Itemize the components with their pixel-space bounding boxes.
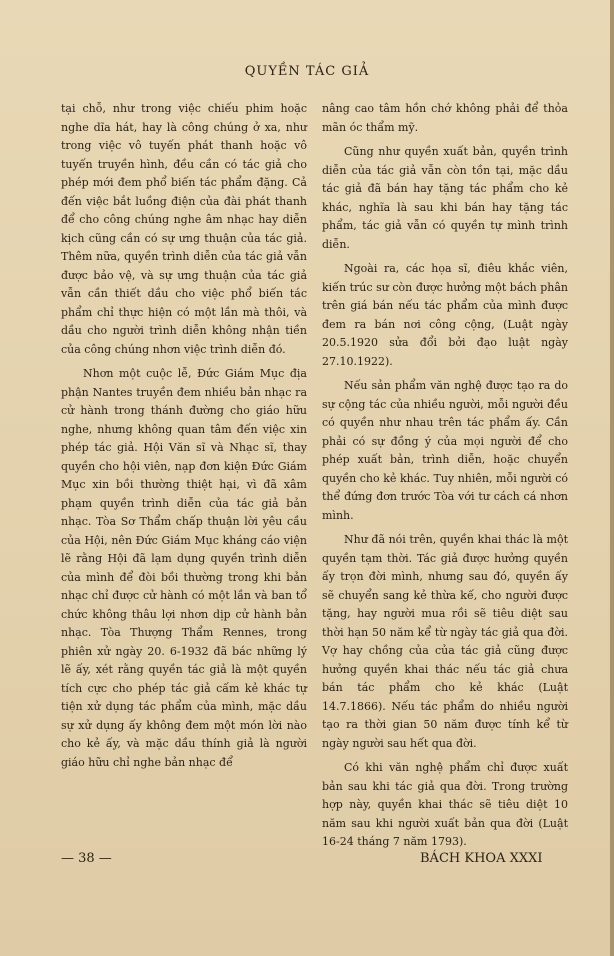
paragraph: Nhơn một cuộc lễ, Đức Giám Mục địa phận Nantes truyền đem nhiều bản nhạc ra cử hành trong thánh đường cho giáo hữu nghe, nhưng không quan tâm đến việc xin phép tác giả. Hội Văn sĩ và Nhạc sĩ, thay quyền cho hội viên, nạp đơn kiện Đức Giám Mục xin bồi thường thiệt hại, vì đã xâm phạm quyền trình diễn của tác giả bản nhạc. Tòa Sơ Thẩm chấp thuận lời yêu cầu của Hội, nên Đức Giám Mục kháng cáo viện lẽ rằng Hội đã lạm dụng quyền trình diễn của mình để đòi bồi thường trong khi bản nhạc chỉ được cử hành có một lần và ban tổ chức không thâu lợi nhơn dịp cử hành bản nhạc. Tòa Thượng Thẩm Rennes, trong phiên xử ngày 20. 6-1932 đã bác những lý lẽ ấy, xét rằng quyền tác giả là một quyền tích cực cho phép tác giả cấm kẻ khác tự tiện xử dụng tác phẩm của mình, mặc dầu sự xử dụng ấy không đem một món lời nào cho kẻ ấy, và mặc dầu thính giả là người giáo hữu chỉ nghe bản nhạc để (61, 367, 307, 769)
page-number: — 38 — (61, 851, 112, 866)
paragraph: Như đã nói trên, quyền khai thác là một quyền tạm thời. Tác giả được hưởng quyền ấy trọn đời mình, nhưng sau đó, quyền ấy sẽ chuyển sang kẻ thừa kế, cho người được tặng, hay người mua rồi sẽ tiêu diệt sau thời hạn 50 năm kể từ ngày tác giả qua đời. Vợ hay chồng của của tác giả cũng được hưởng quyền khai thác nếu tác giả chưa bán tác phẩm cho kẻ khác (Luật 14.7.1866). Nếu tác phẩm do nhiều người tạo ra thời gian 50 năm được tính kể từ ngày người sau hết qua đời. (322, 533, 568, 750)
paragraph: tại chỗ, như trong việc chiếu phim hoặc nghe dĩa hát, hay là công chúng ở xa, như trong việc vô tuyến phát thanh hoặc vô tuyến truyền hình, đều cần có tác giả cho phép mới đem phổ biến tác phẩm đặng. Cả đến việc bắt luồng điện của đài phát thanh để cho công chúng nghe âm nhạc hay diễn kịch cũng cần có sự ưng thuận của tác giả. Thêm nữa, quyền trình diễn của tác giả vẫn được bảo vệ, và sự ưng thuận của tác giả vẫn cần thiết dầu cho việc phổ biến tác phẩm chỉ thực hiện có một lần mà thôi, và dầu cho người trình diễn không nhận tiền của công chúng nhơn việc trình diễn đó. (61, 102, 307, 356)
running-header: QUYỀN TÁC GIẢ (244, 64, 370, 79)
right-column (322, 100, 568, 852)
paragraph: Ngoài ra, các họa sĩ, điêu khắc viên, kiến trúc sư còn được hưởng một bách phân trên giá bán nếu tác phẩm của mình được đem ra bán nơi công cộng, (Luật ngày 20.5.1920 sửa đổi bởi đạo luật ngày 27.10.1922). (322, 262, 568, 368)
paragraph: Cũng như quyền xuất bản, quyền trình diễn của tác giả vẫn còn tồn tại, mặc dầu tác giả đã bán hay tặng tác phẩm cho kẻ khác, nghĩa là sau khi bán hay tặng tác phẩm, tác giả vẫn có quyền tự mình trình diễn. (322, 145, 568, 251)
left-column (61, 100, 307, 772)
paragraph: nâng cao tâm hồn chớ không phải để thỏa mãn óc thẩm mỹ. (322, 102, 568, 134)
paragraph: Nếu sản phẩm văn nghệ được tạo ra do sự cộng tác của nhiều người, mỗi người đều có quyền như nhau trên tác phẩm ấy. Cần phải có sự đồng ý của mọi người để cho phép xuất bản, trình diễn, hoặc chuyển quyền cho kẻ khác. Tuy nhiên, mỗi người có thể đứng đơn trước Tòa với tư cách cá nhơn mình. (322, 379, 568, 522)
page-edge (610, 0, 614, 956)
paragraph: Có khi văn nghệ phẩm chỉ được xuất bản sau khi tác giả qua đời. Trong trường hợp này, quyền khai thác sẽ tiêu diệt 10 năm sau khi người xuất bản qua đời (Luật 16-24 tháng 7 năm 1793). (322, 761, 568, 848)
magazine-name: BÁCH KHOA XXXI (420, 851, 543, 866)
